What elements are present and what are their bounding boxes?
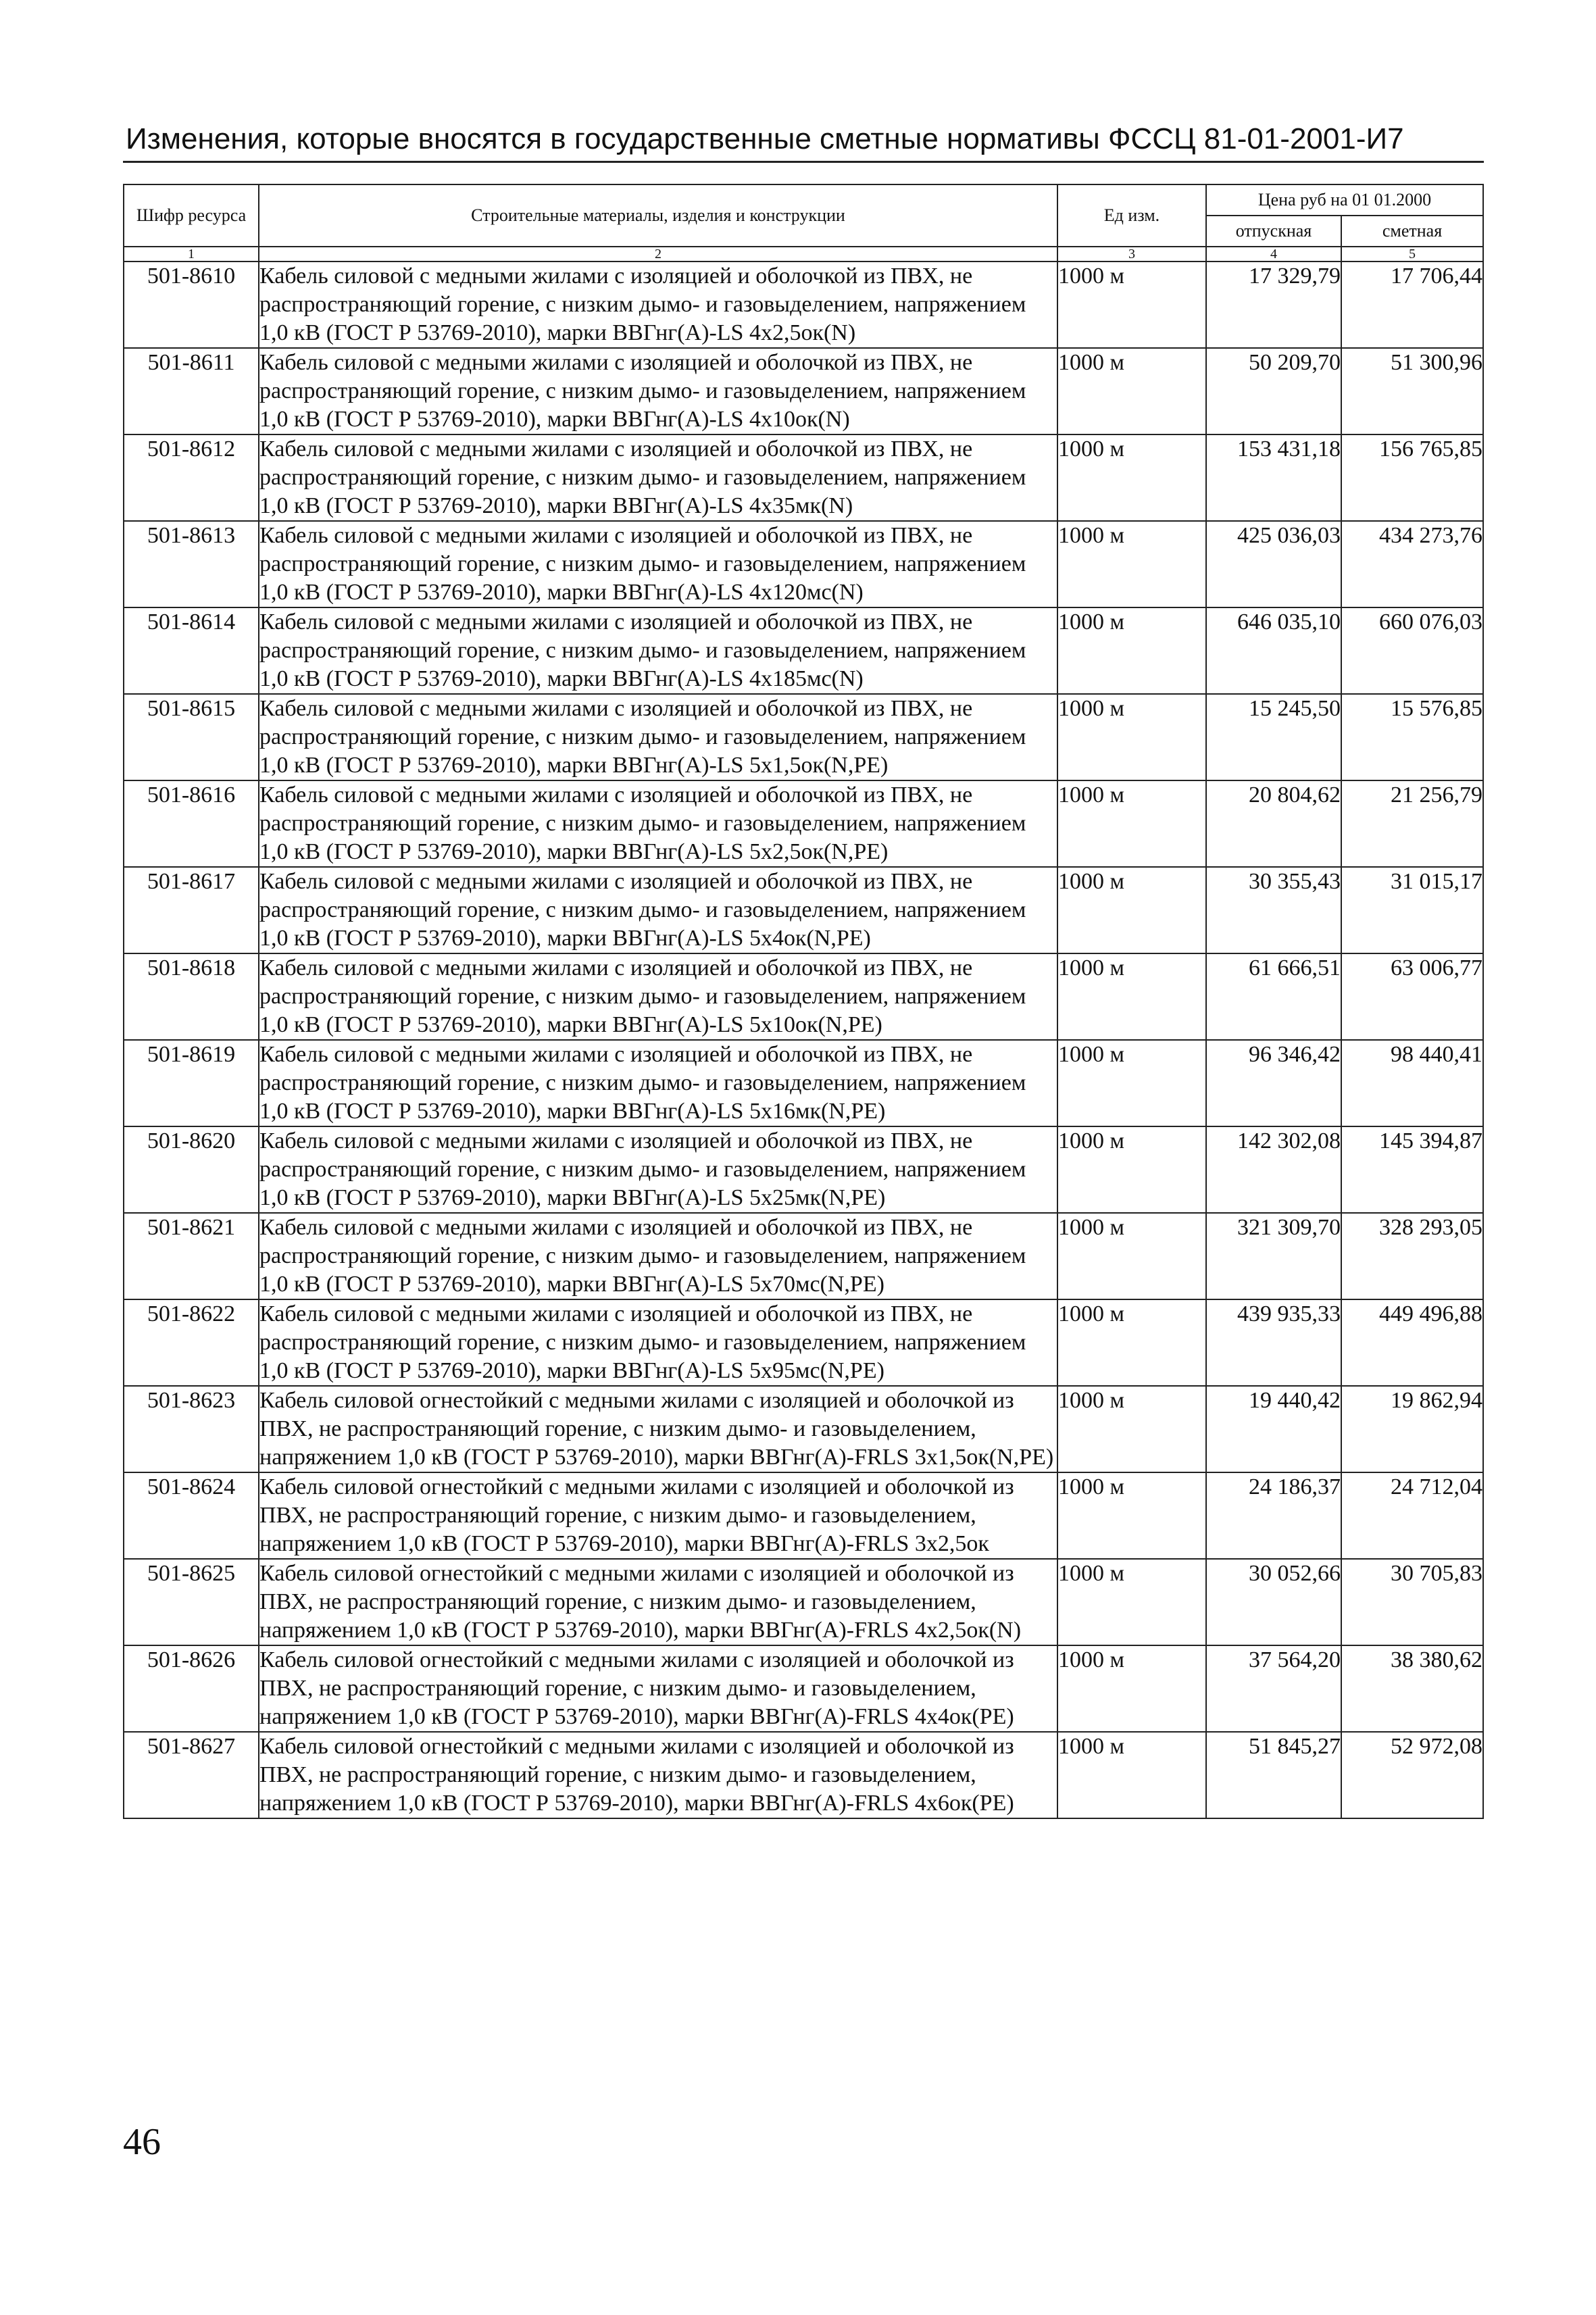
release-price: 646 035,10 xyxy=(1206,607,1341,694)
material-description: Кабель силовой огнестойкий с медными жилами с изоляцией и оболочкой из ПВХ, не распространяющий горение, с низким дымо- и газовыделением, напряжением 1,0 кВ (ГОСТ Р 53769-2010), марки ВВГнг(А)-FRLS 4х2,5ок(N) xyxy=(259,1559,1057,1645)
release-price: 37 564,20 xyxy=(1206,1645,1341,1732)
header-estimate-price: сметная xyxy=(1341,216,1483,247)
estimate-price: 17 706,44 xyxy=(1341,262,1483,348)
release-price: 96 346,42 xyxy=(1206,1040,1341,1126)
resource-code: 501-8617 xyxy=(124,867,259,953)
release-price: 61 666,51 xyxy=(1206,953,1341,1040)
material-description: Кабель силовой с медными жилами с изоляцией и оболочкой из ПВХ, не распространяющий горение, с низким дымо- и газовыделением, напряжением 1,0 кВ (ГОСТ Р 53769-2010), марки ВВГнг(А)-LS 5х4ок(N,PE) xyxy=(259,867,1057,953)
material-description: Кабель силовой с медными жилами с изоляцией и оболочкой из ПВХ, не распространяющий горение, с низким дымо- и газовыделением, напряжением 1,0 кВ (ГОСТ Р 53769-2010), марки ВВГнг(А)-LS 4х35мк(N) xyxy=(259,434,1057,521)
estimate-price: 19 862,94 xyxy=(1341,1386,1483,1472)
table-row xyxy=(124,1299,1483,1386)
estimate-price: 38 380,62 xyxy=(1341,1645,1483,1732)
material-description: Кабель силовой с медными жилами с изоляцией и оболочкой из ПВХ, не распространяющий горение, с низким дымо- и газовыделением, напряжением 1,0 кВ (ГОСТ Р 53769-2010), марки ВВГнг(А)-LS 4х120мс(N) xyxy=(259,521,1057,607)
header-rule xyxy=(123,161,1484,163)
resource-code: 501-8615 xyxy=(124,694,259,780)
material-description: Кабель силовой огнестойкий с медными жилами с изоляцией и оболочкой из ПВХ, не распространяющий горение, с низким дымо- и газовыделением, напряжением 1,0 кВ (ГОСТ Р 53769-2010), марки ВВГнг(А)-FRLS 4х4ок(PE) xyxy=(259,1645,1057,1732)
resource-code: 501-8612 xyxy=(124,434,259,521)
column-number: 2 xyxy=(259,247,1057,262)
release-price: 439 935,33 xyxy=(1206,1299,1341,1386)
table-row xyxy=(124,348,1483,434)
release-price: 153 431,18 xyxy=(1206,434,1341,521)
unit-of-measure: 1000 м xyxy=(1057,1386,1206,1472)
material-description: Кабель силовой с медными жилами с изоляцией и оболочкой из ПВХ, не распространяющий горение, с низким дымо- и газовыделением, напряжением 1,0 кВ (ГОСТ Р 53769-2010), марки ВВГнг(А)-LS 5х16мк(N,PE) xyxy=(259,1040,1057,1126)
material-description: Кабель силовой с медными жилами с изоляцией и оболочкой из ПВХ, не распространяющий горение, с низким дымо- и газовыделением, напряжением 1,0 кВ (ГОСТ Р 53769-2010), марки ВВГнг(А)-LS 5х2,5ок(N,PE) xyxy=(259,780,1057,867)
page-number: 46 xyxy=(123,2121,161,2163)
table-row xyxy=(124,521,1483,607)
unit-of-measure: 1000 м xyxy=(1057,1732,1206,1818)
header-release-price: отпускная xyxy=(1206,216,1341,247)
estimate-price: 15 576,85 xyxy=(1341,694,1483,780)
release-price: 30 355,43 xyxy=(1206,867,1341,953)
resource-code: 501-8622 xyxy=(124,1299,259,1386)
resource-code: 501-8624 xyxy=(124,1472,259,1559)
estimate-price: 434 273,76 xyxy=(1341,521,1483,607)
estimate-price: 30 705,83 xyxy=(1341,1559,1483,1645)
release-price: 15 245,50 xyxy=(1206,694,1341,780)
resource-code: 501-8626 xyxy=(124,1645,259,1732)
material-description: Кабель силовой огнестойкий с медными жилами с изоляцией и оболочкой из ПВХ, не распространяющий горение, с низким дымо- и газовыделением, напряжением 1,0 кВ (ГОСТ Р 53769-2010), марки ВВГнг(А)-FRLS 3х2,5ок xyxy=(259,1472,1057,1559)
resource-code: 501-8621 xyxy=(124,1213,259,1299)
unit-of-measure: 1000 м xyxy=(1057,1472,1206,1559)
estimate-price: 328 293,05 xyxy=(1341,1213,1483,1299)
unit-of-measure: 1000 м xyxy=(1057,434,1206,521)
table-row xyxy=(124,867,1483,953)
estimate-price: 63 006,77 xyxy=(1341,953,1483,1040)
table-body xyxy=(124,262,1483,1818)
resource-code: 501-8619 xyxy=(124,1040,259,1126)
table-row xyxy=(124,1126,1483,1213)
table-row xyxy=(124,1386,1483,1472)
page-header-title: Изменения, которые вносятся в государственные сметные нормативы ФССЦ 81-01-2001-И7 xyxy=(126,122,1404,155)
table-row xyxy=(124,1040,1483,1126)
material-description: Кабель силовой с медными жилами с изоляцией и оболочкой из ПВХ, не распространяющий горение, с низким дымо- и газовыделением, напряжением 1,0 кВ (ГОСТ Р 53769-2010), марки ВВГнг(А)-LS 4х2,5ок(N) xyxy=(259,262,1057,348)
table-row xyxy=(124,607,1483,694)
material-description: Кабель силовой с медными жилами с изоляцией и оболочкой из ПВХ, не распространяющий горение, с низким дымо- и газовыделением, напряжением 1,0 кВ (ГОСТ Р 53769-2010), марки ВВГнг(А)-LS 4х10ок(N) xyxy=(259,348,1057,434)
table-row xyxy=(124,780,1483,867)
unit-of-measure: 1000 м xyxy=(1057,1213,1206,1299)
release-price: 19 440,42 xyxy=(1206,1386,1341,1472)
column-number: 1 xyxy=(124,247,259,262)
unit-of-measure: 1000 м xyxy=(1057,694,1206,780)
unit-of-measure: 1000 м xyxy=(1057,867,1206,953)
table-row xyxy=(124,434,1483,521)
material-description: Кабель силовой с медными жилами с изоляцией и оболочкой из ПВХ, не распространяющий горение, с низким дымо- и газовыделением, напряжением 1,0 кВ (ГОСТ Р 53769-2010), марки ВВГнг(А)-LS 5х10ок(N,PE) xyxy=(259,953,1057,1040)
unit-of-measure: 1000 м xyxy=(1057,1040,1206,1126)
unit-of-measure: 1000 м xyxy=(1057,1559,1206,1645)
unit-of-measure: 1000 м xyxy=(1057,780,1206,867)
resource-code: 501-8627 xyxy=(124,1732,259,1818)
estimate-price: 31 015,17 xyxy=(1341,867,1483,953)
estimate-price: 24 712,04 xyxy=(1341,1472,1483,1559)
estimate-price: 145 394,87 xyxy=(1341,1126,1483,1213)
release-price: 50 209,70 xyxy=(1206,348,1341,434)
material-description: Кабель силовой с медными жилами с изоляцией и оболочкой из ПВХ, не распространяющий горение, с низким дымо- и газовыделением, напряжением 1,0 кВ (ГОСТ Р 53769-2010), марки ВВГнг(А)-LS 5х25мк(N,PE) xyxy=(259,1126,1057,1213)
table-row xyxy=(124,1645,1483,1732)
release-price: 51 845,27 xyxy=(1206,1732,1341,1818)
release-price: 142 302,08 xyxy=(1206,1126,1341,1213)
unit-of-measure: 1000 м xyxy=(1057,607,1206,694)
estimate-price: 51 300,96 xyxy=(1341,348,1483,434)
unit-of-measure: 1000 м xyxy=(1057,521,1206,607)
release-price: 425 036,03 xyxy=(1206,521,1341,607)
resource-code: 501-8620 xyxy=(124,1126,259,1213)
unit-of-measure: 1000 м xyxy=(1057,348,1206,434)
table-row xyxy=(124,1559,1483,1645)
unit-of-measure: 1000 м xyxy=(1057,1645,1206,1732)
table-row xyxy=(124,1213,1483,1299)
material-description: Кабель силовой с медными жилами с изоляцией и оболочкой из ПВХ, не распространяющий горение, с низким дымо- и газовыделением, напряжением 1,0 кВ (ГОСТ Р 53769-2010), марки ВВГнг(А)-LS 5х95мс(N,PE) xyxy=(259,1299,1057,1386)
material-description: Кабель силовой с медными жилами с изоляцией и оболочкой из ПВХ, не распространяющий горение, с низким дымо- и газовыделением, напряжением 1,0 кВ (ГОСТ Р 53769-2010), марки ВВГнг(А)-LS 4х185мс(N) xyxy=(259,607,1057,694)
unit-of-measure: 1000 м xyxy=(1057,953,1206,1040)
estimate-price: 98 440,41 xyxy=(1341,1040,1483,1126)
estimate-price: 52 972,08 xyxy=(1341,1732,1483,1818)
table-row xyxy=(124,1472,1483,1559)
material-description: Кабель силовой огнестойкий с медными жилами с изоляцией и оболочкой из ПВХ, не распространяющий горение, с низким дымо- и газовыделением, напряжением 1,0 кВ (ГОСТ Р 53769-2010), марки ВВГнг(А)-FRLS 4х6ок(PE) xyxy=(259,1732,1057,1818)
resource-code: 501-8623 xyxy=(124,1386,259,1472)
column-number: 3 xyxy=(1057,247,1206,262)
release-price: 17 329,79 xyxy=(1206,262,1341,348)
header-code: Шифр ресурса xyxy=(124,184,259,247)
header-price-group: Цена руб на 01 01.2000 xyxy=(1206,184,1483,216)
table-row xyxy=(124,1732,1483,1818)
resource-code: 501-8618 xyxy=(124,953,259,1040)
resource-code: 501-8614 xyxy=(124,607,259,694)
estimate-price: 21 256,79 xyxy=(1341,780,1483,867)
resource-code: 501-8616 xyxy=(124,780,259,867)
material-description: Кабель силовой с медными жилами с изоляцией и оболочкой из ПВХ, не распространяющий горение, с низким дымо- и газовыделением, напряжением 1,0 кВ (ГОСТ Р 53769-2010), марки ВВГнг(А)-LS 5х70мс(N,PE) xyxy=(259,1213,1057,1299)
resource-code: 501-8625 xyxy=(124,1559,259,1645)
release-price: 24 186,37 xyxy=(1206,1472,1341,1559)
column-number: 5 xyxy=(1341,247,1483,262)
unit-of-measure: 1000 м xyxy=(1057,1299,1206,1386)
estimate-price: 660 076,03 xyxy=(1341,607,1483,694)
resource-code: 501-8611 xyxy=(124,348,259,434)
unit-of-measure: 1000 м xyxy=(1057,262,1206,348)
unit-of-measure: 1000 м xyxy=(1057,1126,1206,1213)
header-unit: Ед изм. xyxy=(1057,184,1206,247)
resource-code: 501-8610 xyxy=(124,262,259,348)
release-price: 321 309,70 xyxy=(1206,1213,1341,1299)
resource-code: 501-8613 xyxy=(124,521,259,607)
estimate-price: 156 765,85 xyxy=(1341,434,1483,521)
column-number: 4 xyxy=(1206,247,1341,262)
header-materials: Строительные материалы, изделия и конструкции xyxy=(259,184,1057,247)
material-description: Кабель силовой огнестойкий с медными жилами с изоляцией и оболочкой из ПВХ, не распространяющий горение, с низким дымо- и газовыделением, напряжением 1,0 кВ (ГОСТ Р 53769-2010), марки ВВГнг(А)-FRLS 3х1,5ок(N,PE) xyxy=(259,1386,1057,1472)
release-price: 20 804,62 xyxy=(1206,780,1341,867)
table-row xyxy=(124,262,1483,348)
material-description: Кабель силовой с медными жилами с изоляцией и оболочкой из ПВХ, не распространяющий горение, с низким дымо- и газовыделением, напряжением 1,0 кВ (ГОСТ Р 53769-2010), марки ВВГнг(А)-LS 5х1,5ок(N,PE) xyxy=(259,694,1057,780)
price-table xyxy=(123,184,1484,1819)
release-price: 30 052,66 xyxy=(1206,1559,1341,1645)
estimate-price: 449 496,88 xyxy=(1341,1299,1483,1386)
table-row xyxy=(124,953,1483,1040)
table-row xyxy=(124,694,1483,780)
